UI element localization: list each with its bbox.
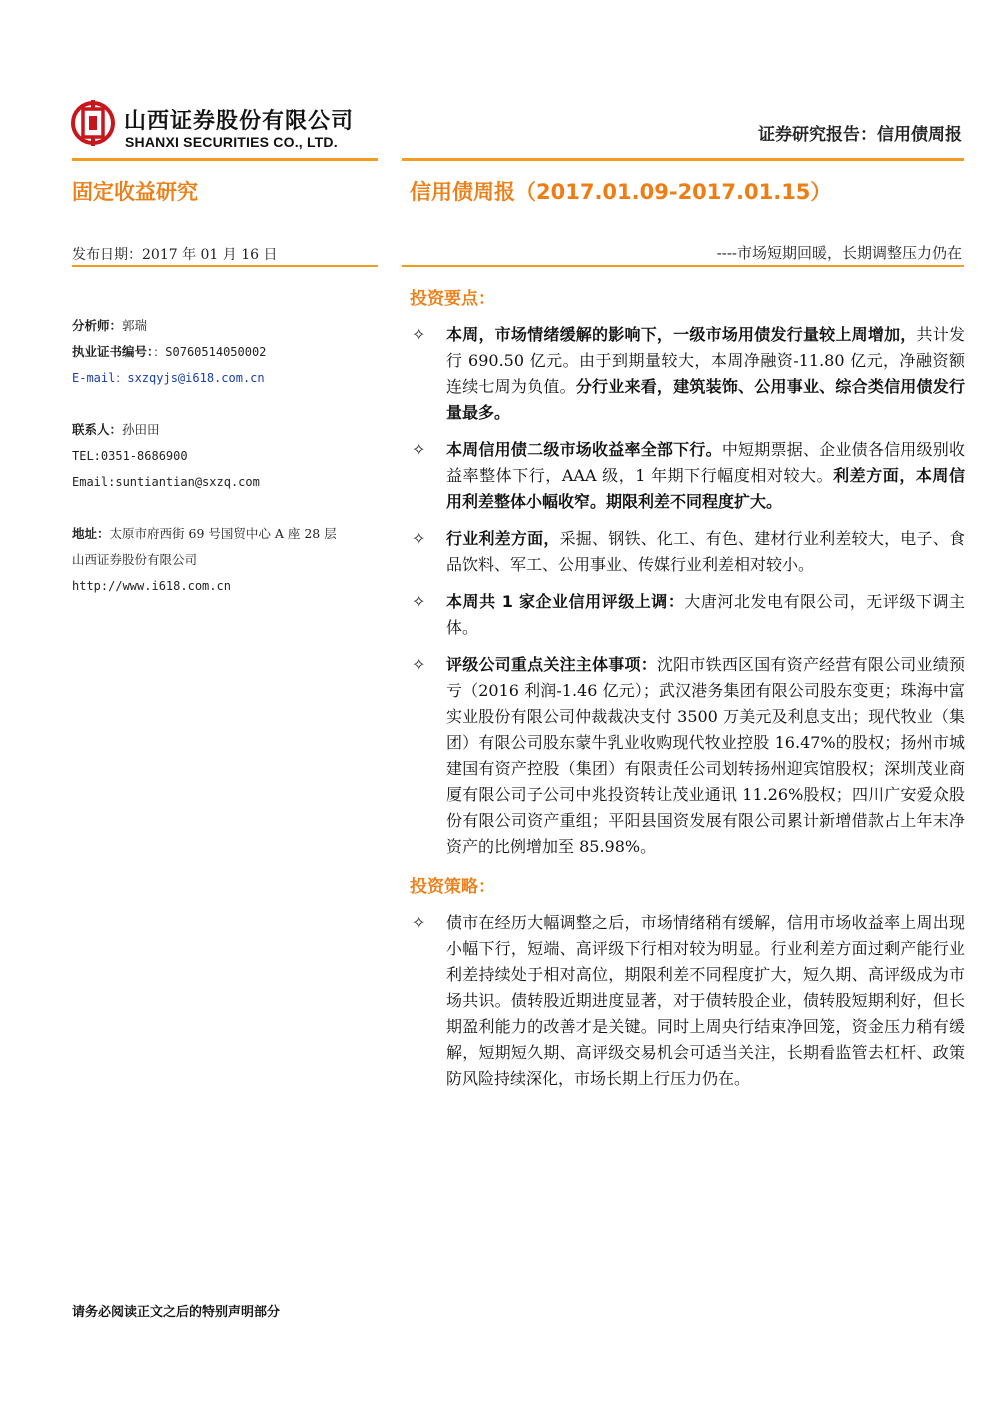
address-line (72, 521, 392, 547)
contact-tel: TEL:0351-8686900 (72, 449, 188, 463)
cert-line (72, 339, 392, 365)
bullet-text: 沈阳市铁西区国有资产经营有限公司业绩预亏（2016 利润-1.46 亿元）；武汉港务集团有限公司股东变更；珠海中富实业股份有限公司仲裁裁决支付 3500 万美元及利息支出；现代牧业（集团）有限公司股东蒙牛乳业收购现代牧业控股 16.47%的股权；扬州市城建国有资产控股（集团）有限责任公司划转扬州迎宾馆股权；深圳茂业商厦有限公司子公司中兆投资转让茂业通讯 11.26%股权；四川广安爱众股份有限公司资产重组；平阳县国资发展有限公司累计新增借款占上年末净资产的比例增加至 85.98%。 (446, 655, 965, 856)
analyst-email-link[interactable]: E-mail：sxzqyjs@i618.com.cn (72, 371, 265, 385)
website-link[interactable]: http://www.i618.com.cn (72, 579, 231, 593)
company-name-cn: 山西证券股份有限公司 (124, 109, 355, 134)
contact-line (72, 417, 392, 443)
bullet-bold: 评级公司重点关注主体事项： (446, 655, 657, 674)
bullet-bold: 利差方面，本周信用利差整体小幅收窄。期限利差不同程度扩大。 (446, 466, 965, 511)
list-item (410, 589, 965, 641)
diamond-star-icon: ✧ (412, 529, 426, 548)
cert-number: ：S0760514050002 (153, 345, 267, 359)
report-title: 信用债周报（2017.01.09-2017.01.15） (410, 180, 832, 204)
bullet-bold: 本周共 1 家企业信用评级上调： (446, 592, 685, 611)
list-item (410, 322, 965, 426)
investment-points-heading: 投资要点： (410, 289, 495, 309)
contact-name: 孙田田 (122, 422, 160, 437)
report-subtitle: ----市场短期回暖，长期调整压力仍在 (716, 244, 962, 262)
publish-date: 发布日期：2017 年 01 月 16 日 (72, 247, 278, 263)
header-rule-right (402, 158, 964, 161)
cert-label: 执业证书编号： (72, 344, 154, 359)
bullet-text: 大唐河北发电有限公司，无评级下调主体。 (446, 592, 965, 637)
address-label: 地址： (72, 526, 110, 541)
date-rule-right (402, 265, 964, 267)
address-text: 太原市府西街 69 号国贸中心 A 座 28 层 (109, 526, 337, 541)
contact-email-link[interactable]: Email:suntiantian@sxzq.com (72, 475, 260, 489)
contact-label: 联系人： (72, 422, 123, 437)
bullet-text: 债市在经历大幅调整之后，市场情绪稍有缓解，信用市场收益率上周出现小幅下行，短端、高评级下行相对较为明显。行业利差方面过剩产能行业利差持续处于相对高位，期限利差不同程度扩大，短久期、高评级成为市场共识。债转股近期进度显著，对于债转股企业，债转股短期利好，但长期盈利能力的改善才是关键。同时上周央行结束净回笼，资金压力稍有缓解，短期短久期、高评级交易机会可适当关注，长期看监管去杠杆、政策防风险持续深化，市场长期上行压力仍在。 (446, 913, 965, 1088)
footer-disclaimer: 请务必阅读正文之后的特别声明部分 (72, 1305, 281, 1320)
list-item (410, 910, 965, 1092)
bullet-bold: 本周，市场情绪缓解的影响下，一级市场用债发行量较上周增加， (446, 325, 917, 344)
bullet-text: 共计发行 690.50 亿元。由于到期量较大，本周净融资-11.80 亿元，净融资额连续七周为负值。 (446, 325, 965, 396)
diamond-star-icon: ✧ (412, 440, 426, 459)
section-title: 固定收益研究 (72, 180, 198, 204)
investment-strategy-heading: 投资策略： (410, 877, 495, 897)
diamond-star-icon: ✧ (412, 325, 426, 344)
firm-name: 山西证券股份有限公司 (72, 552, 198, 567)
bullet-text: 采掘、钢铁、化工、有色、建材行业利差较大，电子、食品饮料、军工、公用事业、传媒行业利差相对较小。 (446, 529, 965, 574)
report-type: 证券研究报告：信用债周报 (758, 125, 962, 145)
date-rule-left (72, 265, 378, 267)
list-item (410, 437, 965, 515)
analyst-name: 郭瑞 (122, 318, 148, 333)
bullet-bold: 行业利差方面， (446, 529, 560, 548)
list-item (410, 526, 965, 578)
header-rule-left (72, 158, 378, 161)
diamond-star-icon: ✧ (412, 655, 426, 674)
main-content (410, 284, 965, 1103)
bullet-bold: 分行业来看，建筑装饰、公用事业、综合类信用债发行量最多。 (446, 377, 965, 422)
diamond-star-icon: ✧ (412, 592, 426, 611)
analyst-line (72, 313, 392, 339)
diamond-star-icon: ✧ (412, 913, 426, 932)
bullet-bold: 本周信用债二级市场收益率全部下行。 (446, 440, 722, 459)
shanxi-securities-logo-icon (70, 98, 116, 148)
company-name-en: SHANXI SECURITIES CO., LTD. (125, 134, 338, 150)
analyst-label: 分析师： (72, 318, 123, 333)
bullet-text: 中短期票据、企业债各信用级别收益率整体下行，AAA 级，1 年期下行幅度相对较大。 (446, 440, 965, 485)
list-item (410, 652, 965, 860)
analyst-info (72, 313, 392, 599)
